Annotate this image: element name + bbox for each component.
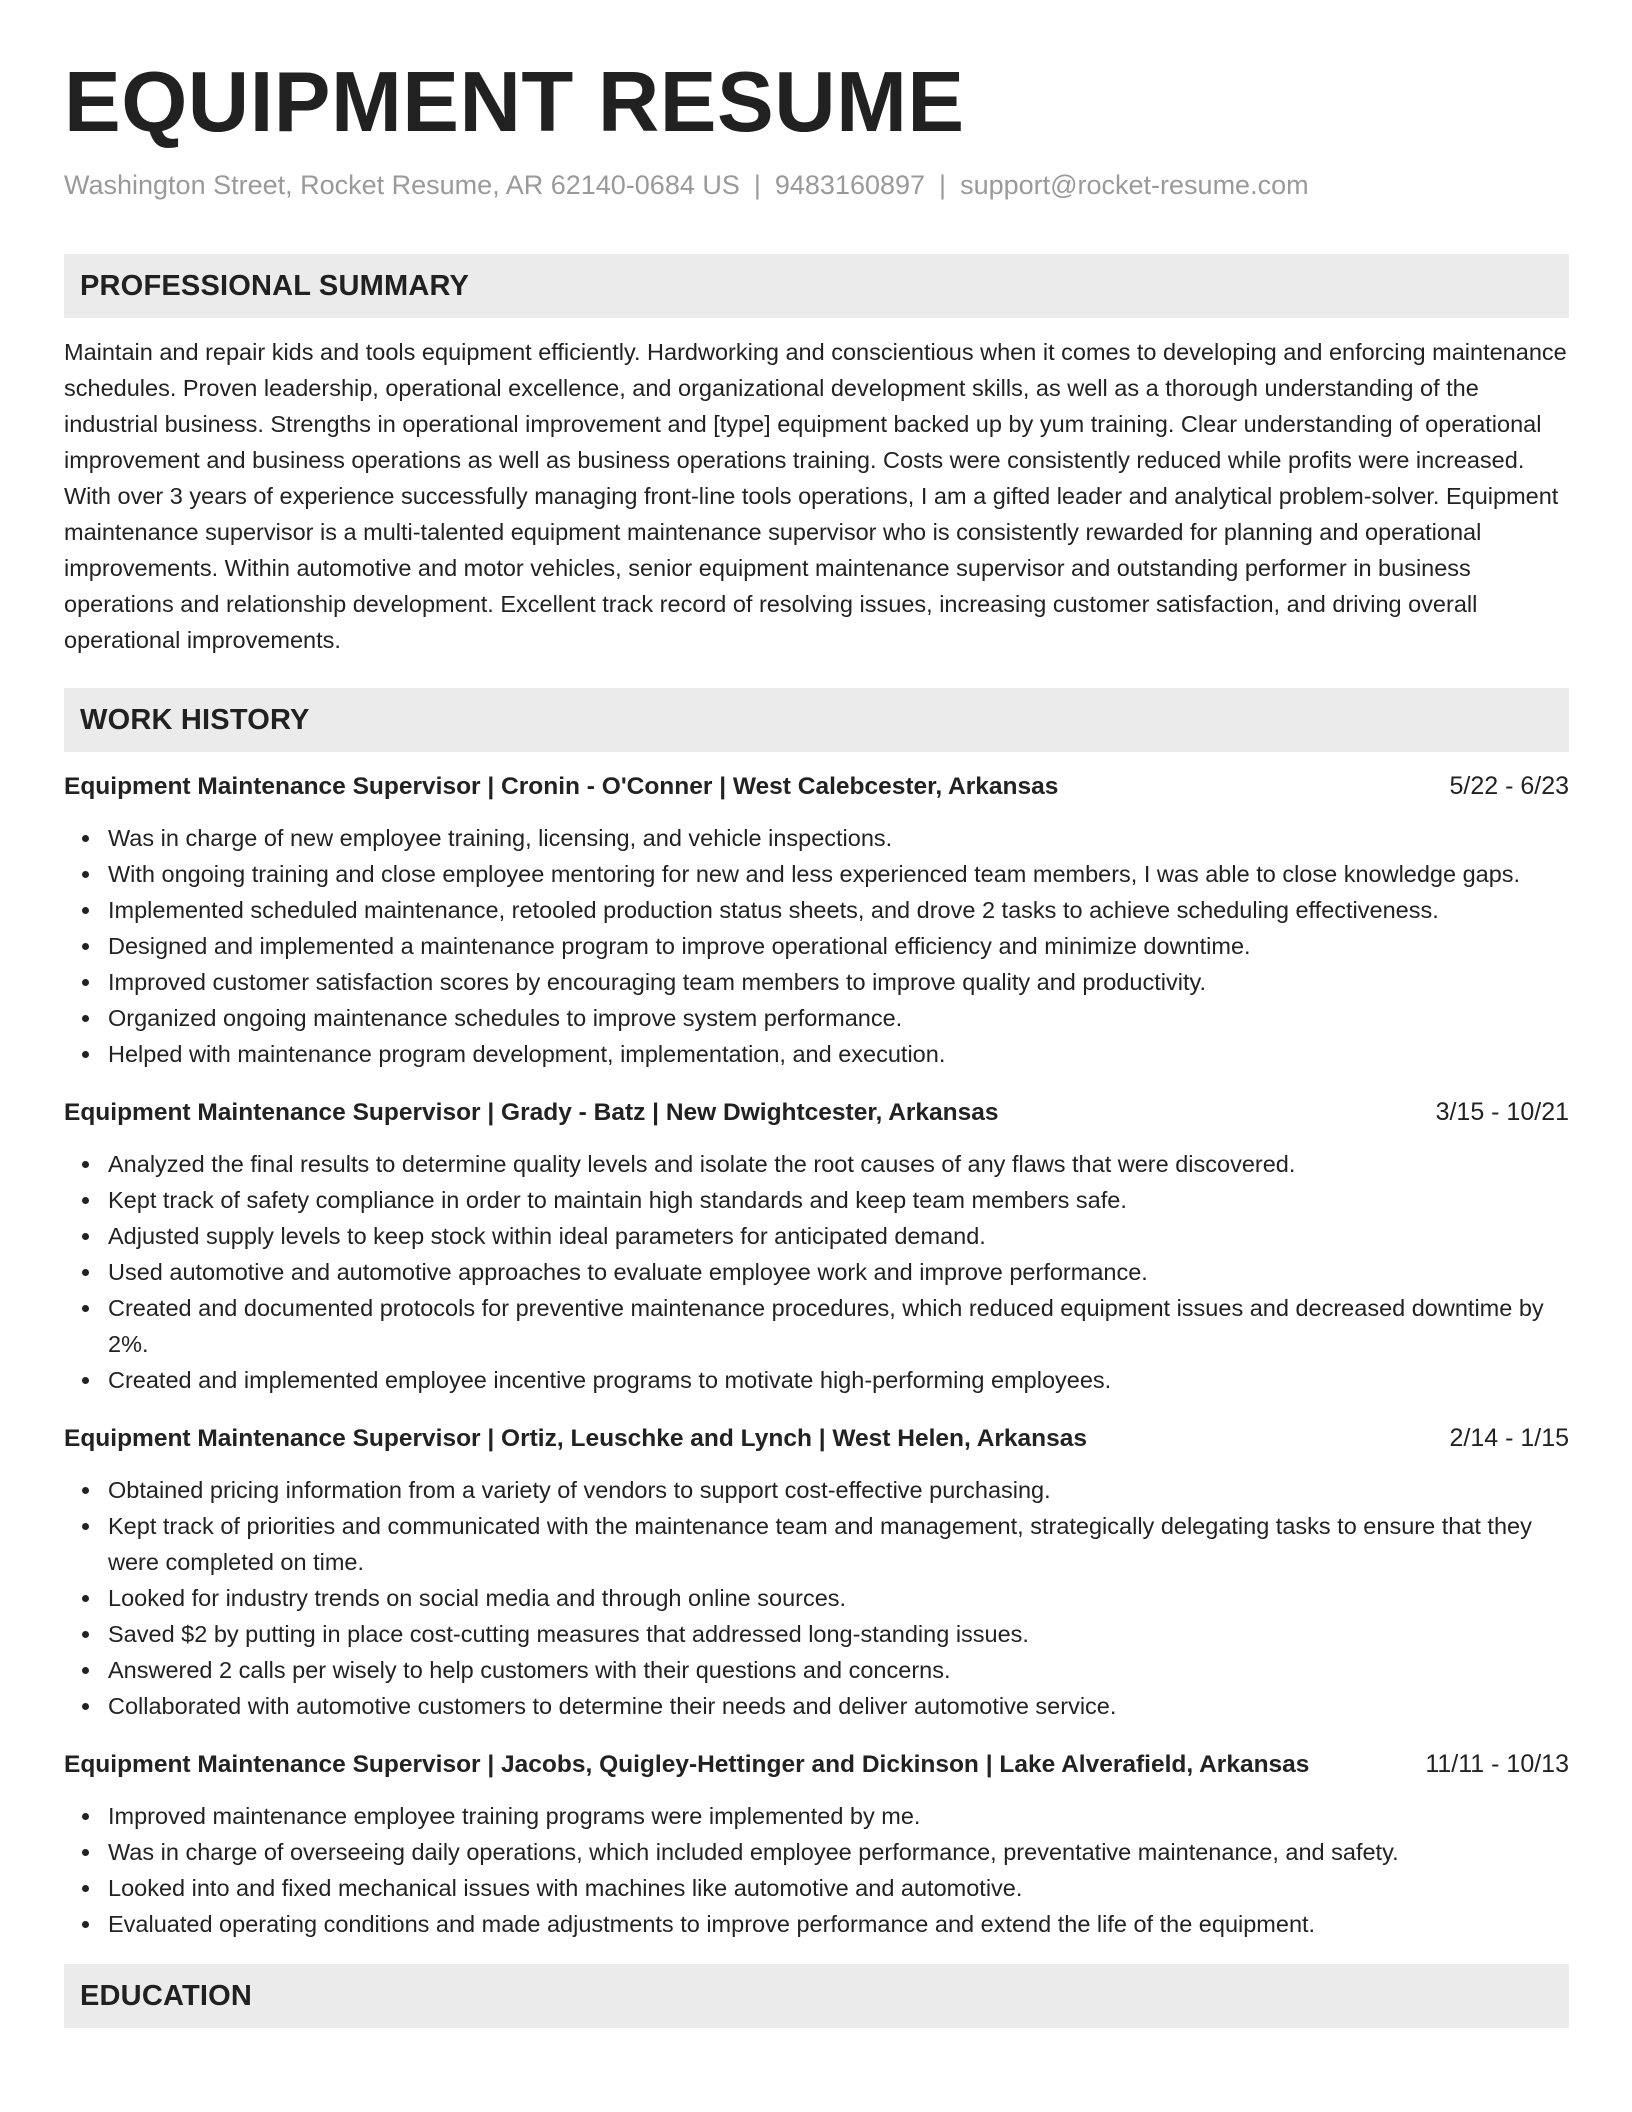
section-header-professional-summary: PROFESSIONAL SUMMARY xyxy=(64,254,1569,318)
bullet-item: Was in charge of overseeing daily operations, which included employee performance, preventative maintenance, and safety. xyxy=(108,1834,1569,1870)
job-header xyxy=(64,768,1569,805)
section-header-work-history: WORK HISTORY xyxy=(64,688,1569,752)
job-bullets xyxy=(64,1798,1569,1942)
bullet-item: Kept track of priorities and communicated with the maintenance team and management, strategically delegating tasks to ensure that they were completed on time. xyxy=(108,1508,1569,1580)
job-dates: 3/15 - 10/21 xyxy=(1435,1098,1569,1127)
job-header xyxy=(64,1746,1569,1783)
contact-separator: | xyxy=(753,170,761,200)
bullet-item: Improved maintenance employee training programs were implemented by me. xyxy=(108,1798,1569,1834)
bullet-item: Organized ongoing maintenance schedules to improve system performance. xyxy=(108,1000,1569,1036)
contact-email: support@rocket-resume.com xyxy=(960,170,1309,200)
job-header xyxy=(64,1420,1569,1457)
contact-separator: | xyxy=(939,170,947,200)
contact-line xyxy=(64,169,1569,201)
job-heading: Equipment Maintenance Supervisor | Cronin - O'Conner | West Calebcester, Arkansas xyxy=(64,773,1059,801)
job-heading: Equipment Maintenance Supervisor | Grady - Batz | New Dwightcester, Arkansas xyxy=(64,1099,999,1127)
bullet-item: Designed and implemented a maintenance program to improve operational efficiency and minimize downtime. xyxy=(108,928,1569,964)
job-entry xyxy=(64,1746,1569,1942)
bullet-item: Saved $2 by putting in place cost-cutting measures that addressed long-standing issues. xyxy=(108,1616,1569,1652)
job-entry xyxy=(64,768,1569,1072)
bullet-item: Looked into and fixed mechanical issues with machines like automotive and automotive. xyxy=(108,1870,1569,1906)
bullet-item: Improved customer satisfaction scores by encouraging team members to improve quality and productivity. xyxy=(108,964,1569,1000)
work-history-list xyxy=(64,768,1569,1942)
job-bullets xyxy=(64,1472,1569,1724)
job-header xyxy=(64,1094,1569,1131)
summary-text: Maintain and repair kids and tools equipment efficiently. Hardworking and conscientious when it comes to developing and enforcing maintenance schedules. Proven leadership, operational excellence, and organizational development skills, as well as a thorough understanding of the industrial business. Strengths in operational improvement and [type] equipment backed up by yum training. Clear understanding of operational improvement and business operations as well as business operations training. Costs were consistently reduced while profits were increased. With over 3 years of experience successfully managing front-line tools operations, I am a gifted leader and analytical problem-solver. Equipment maintenance supervisor is a multi-talented equipment maintenance supervisor who is consistently rewarded for planning and operational improvements. Within automotive and motor vehicles, senior equipment maintenance supervisor and outstanding performer in business operations and relationship development. Excellent track record of resolving issues, increasing customer satisfaction, and driving overall operational improvements. xyxy=(64,339,1567,654)
bullet-item: Created and implemented employee incentive programs to motivate high-performing employees. xyxy=(108,1362,1569,1398)
bullet-item: Adjusted supply levels to keep stock within ideal parameters for anticipated demand. xyxy=(108,1218,1569,1254)
bullet-item: Implemented scheduled maintenance, retooled production status sheets, and drove 2 tasks to achieve scheduling effectiveness. xyxy=(108,892,1569,928)
bullet-item: Obtained pricing information from a variety of vendors to support cost-effective purchasing. xyxy=(108,1472,1569,1508)
bullet-item: Used automotive and automotive approaches to evaluate employee work and improve performance. xyxy=(108,1254,1569,1290)
job-heading: Equipment Maintenance Supervisor | Ortiz, Leuschke and Lynch | West Helen, Arkansas xyxy=(64,1425,1088,1453)
bullet-item: Analyzed the final results to determine quality levels and isolate the root causes of any flaws that were discovered. xyxy=(108,1146,1569,1182)
bullet-item: Was in charge of new employee training, licensing, and vehicle inspections. xyxy=(108,820,1569,856)
bullet-item: Evaluated operating conditions and made adjustments to improve performance and extend the life of the equipment. xyxy=(108,1906,1569,1942)
bullet-item: Collaborated with automotive customers to determine their needs and deliver automotive service. xyxy=(108,1688,1569,1724)
contact-phone: 9483160897 xyxy=(774,170,926,200)
job-heading: Equipment Maintenance Supervisor | Jacobs, Quigley-Hettinger and Dickinson | Lake Alverafield, Arkansas xyxy=(64,1751,1310,1779)
bullet-item: Answered 2 calls per wisely to help customers with their questions and concerns. xyxy=(108,1652,1569,1688)
job-entry xyxy=(64,1420,1569,1724)
job-bullets xyxy=(64,1146,1569,1398)
bullet-item: Created and documented protocols for preventive maintenance procedures, which reduced equipment issues and decreased downtime by 2%. xyxy=(108,1290,1569,1362)
resume-title: EQUIPMENT RESUME xyxy=(64,55,965,150)
bullet-item: Kept track of safety compliance in order to maintain high standards and keep team members safe. xyxy=(108,1182,1569,1218)
section-header-education: EDUCATION xyxy=(64,1964,1569,2028)
contact-address: Washington Street, Rocket Resume, AR 62140-0684 US xyxy=(64,170,740,200)
job-dates: 5/22 - 6/23 xyxy=(1449,772,1569,801)
bullet-item: Looked for industry trends on social media and through online sources. xyxy=(108,1580,1569,1616)
bullet-item: With ongoing training and close employee mentoring for new and less experienced team members, I was able to close knowledge gaps. xyxy=(108,856,1569,892)
job-dates: 11/11 - 10/13 xyxy=(1425,1750,1569,1779)
job-dates: 2/14 - 1/15 xyxy=(1449,1424,1569,1453)
job-bullets xyxy=(64,820,1569,1072)
job-entry xyxy=(64,1094,1569,1398)
bullet-item: Helped with maintenance program development, implementation, and execution. xyxy=(108,1036,1569,1072)
